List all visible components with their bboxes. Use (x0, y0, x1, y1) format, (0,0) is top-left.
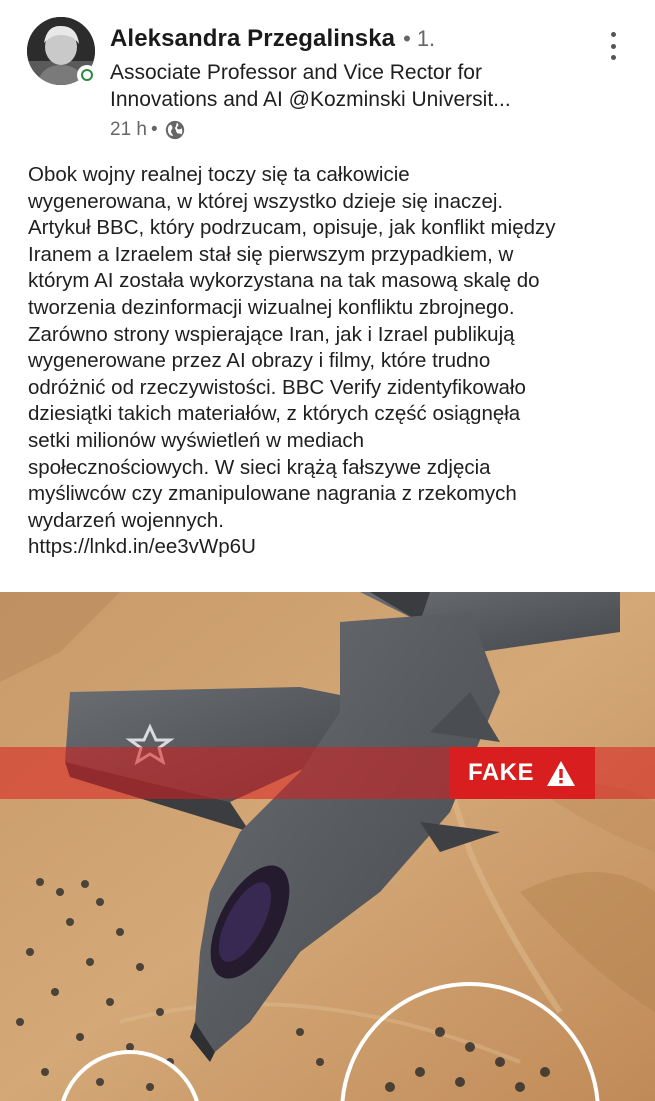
post-text-line: myśliwców czy zmanipulowane nagrania z rzekomych (28, 482, 517, 506)
post-body (28, 162, 638, 561)
post-text-line: wygenerowana, w której wszystko dzieje się inaczej. (28, 189, 504, 213)
post-text-line: Obok wojny realnej toczy się ta całkowicie (28, 163, 410, 186)
meta-separator: • (150, 119, 158, 140)
post-text-line: Zarówno strony wspierające Iran, jak i Izrael publikują (28, 322, 515, 346)
warning-icon (546, 760, 576, 787)
connection-degree: 1. (416, 26, 436, 51)
post-text-line: tworzenia dezinformacji wizualnej konfliktu zbrojnego. (28, 295, 515, 319)
post-text-line: Iranem a Izraelem stał się pierwszym przypadkiem, w (28, 242, 514, 266)
more-dot (611, 55, 616, 60)
fighter-jet-photo (0, 592, 655, 1101)
globe-icon (164, 119, 186, 141)
post-time: 21 h (110, 119, 147, 140)
post-meta (110, 118, 186, 142)
post-text-line: społecznościowych. W sieci krążą fałszywe zdjęcia (28, 455, 491, 479)
author-headline (110, 59, 580, 113)
headline-line: Innovations and AI @Kozminski Universit... (110, 88, 511, 111)
post-image[interactable] (0, 592, 655, 1101)
post-text-line: Artykuł BBC, który podrzucam, opisuje, jak konflikt między (28, 216, 556, 240)
post-text-line: wydarzeń wojennych. (28, 508, 224, 532)
post-text-line: setki milionów wyświetleń w mediach (28, 428, 365, 452)
more-dot (611, 32, 616, 37)
fake-badge (449, 747, 595, 799)
post-text-line: którym AI została wykorzystana na tak masową skalę do (28, 269, 540, 293)
more-dot (611, 44, 616, 49)
online-status-icon (77, 65, 97, 85)
post-link[interactable]: https://lnkd.in/ee3vWp6U (28, 535, 256, 559)
post-text-line: odróżnić od rzeczywistości. BBC Verify zidentyfikowało (28, 375, 526, 399)
name-separator: • (403, 26, 411, 51)
post-text-line: wygenerowane przez AI obrazy i filmy, które trudno (28, 349, 491, 373)
post-text-line: dziesiątki takich materiałów, z których część osiągnęła (28, 402, 521, 426)
post-header (0, 0, 655, 150)
author-avatar[interactable] (27, 17, 95, 85)
headline-line: Associate Professor and Vice Rector for (110, 61, 482, 84)
fake-label: FAKE (467, 759, 534, 786)
author-name-line (110, 24, 435, 54)
more-options-button[interactable] (598, 28, 628, 64)
author-name[interactable]: Aleksandra Przegalinska (110, 25, 396, 52)
